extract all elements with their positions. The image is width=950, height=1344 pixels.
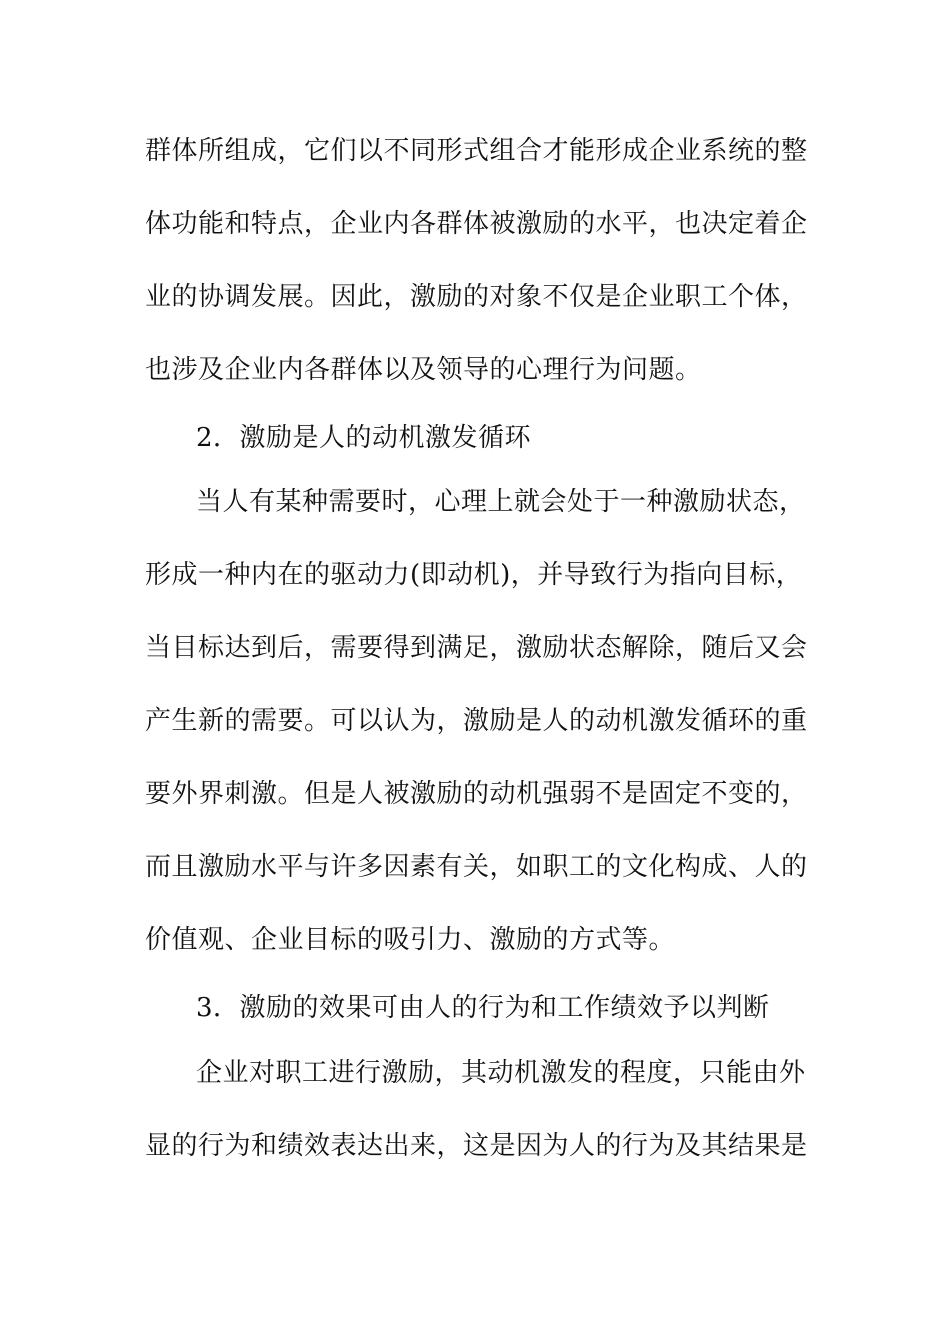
paragraph-line: 显的行为和绩效表达出来，这是因为人的行为及其结果是 [145, 1131, 808, 1161]
paragraph-line: 企业对职工进行激励，其动机激发的程度，只能由外 [196, 1058, 806, 1088]
paragraph-line: 当人有某种需要时，心理上就会处于一种激励状态， [196, 487, 806, 517]
paragraph-line: 也涉及企业内各群体以及领导的心理行为问题。 [145, 355, 702, 385]
paragraph-line: 形成一种内在的驱动力(即动机)，并导致行为指向目标， [145, 560, 803, 590]
paragraph-line: 要外界刺激。但是人被激励的动机强弱不是固定不变的， [145, 779, 808, 809]
paragraph-line: 业的协调发展。因此，激励的对象不仅是企业职工个体， [145, 282, 808, 312]
paragraph-line: 当目标达到后，需要得到满足，激励状态解除，随后又会 [145, 633, 808, 663]
section-heading: 3．激励的效果可由人的行为和工作绩效予以判断 [196, 993, 770, 1023]
section-heading: 2．激励是人的动机激发循环 [196, 423, 532, 453]
paragraph-line: 群体所组成，它们以不同形式组合才能形成企业系统的整 [145, 136, 808, 166]
paragraph-line: 体功能和特点，企业内各群体被激励的水平，也决定着企 [145, 209, 808, 239]
paragraph-line: 而且激励水平与许多因素有关，如职工的文化构成、人的 [145, 852, 808, 882]
paragraph-line: 产生新的需要。可以认为，激励是人的动机激发循环的重 [145, 706, 808, 736]
paragraph-line: 价值观、企业目标的吸引力、激励的方式等。 [145, 925, 676, 955]
